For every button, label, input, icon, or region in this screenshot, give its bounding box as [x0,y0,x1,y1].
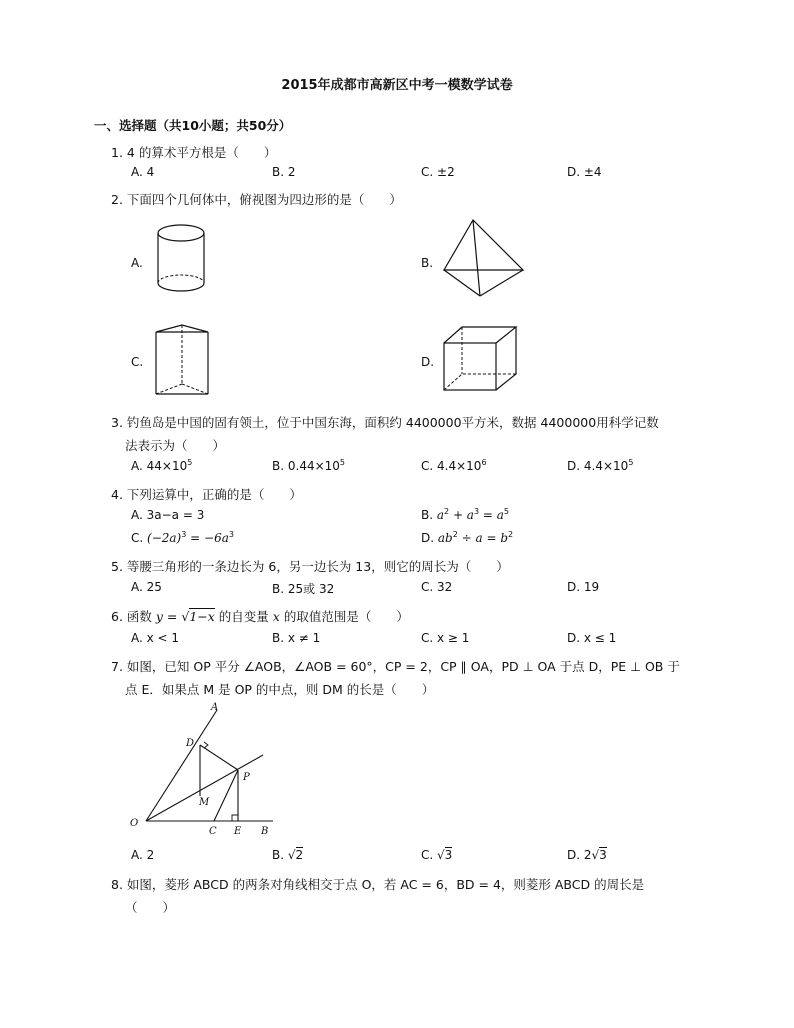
q1-option-b[interactable]: B. 2 [272,165,296,179]
q5-option-d[interactable]: D. 19 [567,580,600,594]
segment-pd [200,745,238,770]
q6-option-b[interactable]: B. x ≠ 1 [272,631,321,645]
q1-option-d[interactable]: D. ±4 [567,165,602,179]
option-base: 44×10 [146,459,188,473]
segment-cp [214,770,238,821]
q7-stem-line2: 点 E．如果点 M 是 OP 的中点，则 DM 的长是（ ） [125,682,435,697]
expr-part: ab [437,531,453,545]
q4-option-c[interactable] [131,531,234,545]
stem-text: 的自变量 [214,609,273,624]
cylinder-figure [150,220,220,295]
page-title: 2015年成都市高新区中考一模数学试卷 [281,78,513,93]
option-exponent: 5 [187,458,193,467]
q1-option-c[interactable]: C. ±2 [421,165,455,179]
option-base: 4.4×10 [437,459,482,473]
q3-stem-line1: 3. 钓鱼岛是中国的固有领土，位于中国东海，面积约 4400000平方米，数据 4400000用科学记数 [111,415,659,430]
expr-part: + a [449,508,474,522]
expr-part: (−2a) [147,531,182,545]
option-label: B. [272,848,285,862]
radicand: 3 [444,848,453,862]
label-a: A [211,702,219,713]
q8-stem-line1: 8. 如图，菱形 ABCD 的两条对角线相交于点 O，若 AC = 6，BD = 4，则菱形 ABCD 的周长是 [111,877,645,892]
q3-option-a[interactable] [131,459,192,473]
q7-stem-line1: 7. 如图，已知 OP 平分 ∠AOB，∠AOB = 60°，CP = 2，CP ∥ OA，PD ⊥ OA 于点 D，PE ⊥ OB 于 [111,659,680,674]
sqrt-symbol: √ [181,609,190,624]
cube-figure [440,324,525,394]
q7-geometry-figure [125,698,285,838]
q4-option-a[interactable]: A. 3a−a = 3 [131,508,205,522]
q3-option-b[interactable] [272,459,345,473]
label-p: P [243,772,250,783]
option-base: 4.4×10 [583,459,629,473]
option-label: B. [421,508,434,522]
q7-option-d[interactable]: D. 2√3 [567,848,607,862]
expr-exponent: 3 [228,530,234,539]
q2-option-b[interactable]: B. [421,256,434,270]
stem-radicand: 1−x [189,609,215,624]
radicand: 2 [295,848,304,862]
q4-stem: 4. 下列运算中，正确的是（ ） [111,487,302,502]
q6-option-d[interactable]: D. x ≤ 1 [567,631,617,645]
option-exponent: 6 [481,458,487,467]
q7-option-b[interactable]: B. √2 [272,848,304,862]
stem-text: 的取值范围是（ ） [279,609,409,624]
q6-option-a[interactable]: A. x < 1 [131,631,180,645]
section-heading: 一、选择题（共10小题；共50分） [94,118,292,133]
q3-option-c[interactable] [421,459,487,473]
label-c: C [209,826,217,837]
q4-option-b[interactable] [421,508,509,522]
q2-option-c[interactable]: C. [131,355,144,369]
label-m: M [199,797,210,808]
q8-stem-line2: （ ） [125,900,176,915]
q1-stem: 1. 4 的算术平方根是（ ） [111,145,277,160]
q2-option-a[interactable]: A. [131,256,143,270]
q3-option-d[interactable] [567,459,633,473]
option-label: C. [421,459,434,473]
ray-op [146,755,263,821]
stem-text: 6. 函数 [111,609,152,624]
expr-part: = a [479,508,504,522]
expr-part: = −6a [186,531,229,545]
option-base: 0.44×10 [287,459,340,473]
label-o: O [130,818,139,829]
label-d: D [186,738,195,749]
q5-stem: 5. 等腰三角形的一条边长为 6，另一边长为 13，则它的周长为（ ） [111,559,509,574]
option-label: D. [567,459,581,473]
option-label: C. [421,848,434,862]
radicand: 3 [599,848,607,862]
option-label: A. [131,459,143,473]
prism-figure [150,322,220,402]
q5-option-c[interactable]: C. 32 [421,580,453,594]
q5-option-a[interactable]: A. 25 [131,580,162,594]
expr-part: ÷ a = b [457,531,509,545]
option-label: C. [131,531,144,545]
expr-exponent: 5 [503,507,509,516]
q6-stem [111,607,409,625]
option-exponent: 5 [628,458,634,467]
q3-stem-line2: 法表示为（ ） [125,438,226,453]
q6-option-c[interactable]: C. x ≥ 1 [421,631,470,645]
stem-math: x [272,609,280,624]
option-label: D. 2 [567,848,592,862]
q2-option-d[interactable]: D. [421,355,435,369]
q5-option-b[interactable]: B. 25或 32 [272,582,335,596]
label-b: B [261,826,269,837]
option-label: D. [421,531,435,545]
stem-math: y = [155,609,182,624]
pyramid-figure [440,216,530,306]
q7-option-c[interactable]: C. √3 [421,848,453,862]
expr-exponent: 3 [473,507,480,516]
q2-stem: 2. 下面四个几何体中，俯视图为四边形的是（ ） [111,192,402,207]
option-label: B. [272,459,285,473]
option-exponent: 5 [339,458,346,467]
expr-exponent: 2 [444,507,450,516]
q1-option-a[interactable]: A. 4 [131,165,155,179]
expr-exponent: 2 [508,530,514,539]
q7-option-a[interactable]: A. 2 [131,848,155,862]
expr-exponent: 2 [452,530,458,539]
q4-option-d[interactable] [421,531,513,545]
expr-part: a [436,508,445,522]
label-e: E [234,826,242,837]
expr-exponent: 3 [181,530,187,539]
